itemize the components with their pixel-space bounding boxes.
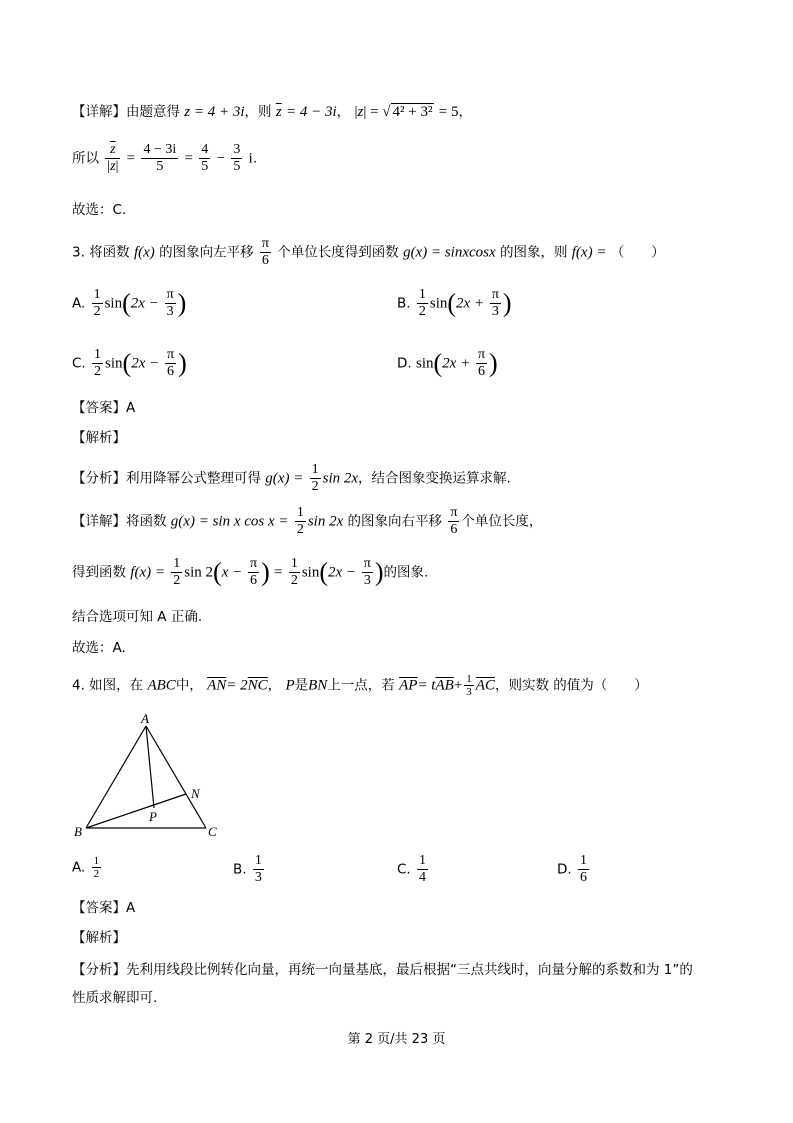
q3-choose: 故选：A. xyxy=(72,640,126,656)
label-b: B xyxy=(74,824,82,839)
math-z: z = 4 + 3i xyxy=(184,104,245,120)
text: 由题意得 xyxy=(126,104,180,120)
page-footer: 第 2 页/共 23 页 xyxy=(347,1032,446,1047)
text: ， xyxy=(458,104,472,120)
math-zbar: $\overline{z}$ xyxy=(275,104,282,120)
math-abs-eq: = 5 xyxy=(438,104,459,120)
text: ，则 xyxy=(244,104,272,120)
math-f: f(x) xyxy=(133,244,155,261)
fraction: $\frac{4}{5}$ xyxy=(201,142,209,174)
label-c: C xyxy=(208,824,217,839)
q4-option-b: B. $\frac{1}{3}$ xyxy=(233,853,262,885)
q4-fenxi-2: 性质求解即可. xyxy=(72,990,158,1006)
fraction: $\frac{3}{5}$ xyxy=(233,142,241,174)
math-f2: f(x) = xyxy=(571,244,607,261)
math-zbar-eq: = 4 − 3i xyxy=(285,104,337,120)
so-line: 所以 $\frac{\overline{z}}{|z|}$ = $\frac{4 - 3i}{5}$ = $\frac{4}{5}$ − $\frac{3}{5}$ i. xyxy=(72,142,258,174)
q3-option-c: C. $\frac{1}{2}$ sin(2x − $\frac{\pi}{6}$ ) xyxy=(72,347,187,379)
q3-option-b: B. $\frac{1}{2}$ sin(2x + $\frac{\pi}{3}$ ) xyxy=(397,287,512,319)
math-g: g(x) = sinxcosx xyxy=(403,244,496,261)
q3-detail-2: 得到函数 f(x) = $\frac{1}{2}$ sin 2(x − $\frac{\pi}{6}$ ) = $\frac{1}{2}$ sin(2x − $\frac{\pi}{3}$ )的图象. xyxy=(72,556,429,588)
choose-c: 故选：C. xyxy=(72,202,127,218)
imag-unit: i xyxy=(248,150,253,167)
q4-answer: 【答案】A xyxy=(72,900,136,916)
q3-fenxi: 【分析】利用降幂公式整理可得 g(x) = $\frac{1}{2}$ sin 2x，结合图象变换运算求解. xyxy=(72,462,511,494)
q3-detail: 【详解】将函数 g(x) = sin x cos x = $\frac{1}{2}$ sin 2x 的图象向右平移 $\frac{\pi}{6}$ 个单位长度， xyxy=(72,505,543,537)
text: 所以 xyxy=(72,150,99,167)
q3-option-d: D. sin(2x + $\frac{\pi}{6}$ ) xyxy=(397,347,498,379)
q3-option-a: A. $\frac{1}{2}$ sin(2x − $\frac{\pi}{3}$ ) xyxy=(72,287,187,319)
label-n: N xyxy=(191,786,200,801)
label-a: A xyxy=(141,711,149,726)
q4-stem: 4. 如图，在 ABC中， $\overline{AN}= 2\overline{NC}$， P是BN上一点，若 $\overline{AP}= t\overline{AB}+$ $\frac{1}{3}$ $\overline{AC}$，则实数 的值为（ ） xyxy=(72,673,648,698)
q3-answer: 【答案】A xyxy=(72,400,136,416)
triangle-figure xyxy=(70,710,230,840)
text: ， xyxy=(336,104,351,120)
detail-line-1 xyxy=(72,102,472,122)
fraction: $\frac{4 - 3i}{5}$ xyxy=(143,142,177,174)
fraction-pi-6: $\frac{\pi}{6}$ xyxy=(261,236,269,268)
detail-tag: 【详解】 xyxy=(72,104,126,120)
math-abs: |z| = √ 4² + 3² xyxy=(354,104,433,120)
q3-combine: 结合选项可知 A 正确. xyxy=(72,609,203,625)
q4-option-d: D. $\frac{1}{6}$ xyxy=(557,853,587,885)
q4-option-c: C. $\frac{1}{4}$ xyxy=(397,853,427,885)
label-p: P xyxy=(149,809,157,824)
q4-option-a: A. $\frac{1}{2}$ xyxy=(72,855,100,880)
q3-analysis: 【解析】 xyxy=(72,430,126,446)
fraction-zbar-over-absz: $\frac{\overline{z}}{|z|}$ xyxy=(107,142,119,174)
q3-stem: 3. 将函数 f(x) 的图象向左平移 $\frac{\pi}{6}$ 个单位长度得到函数 g(x) = sinxcosx 的图象，则 f(x) = （ ） xyxy=(72,236,665,268)
q4-analysis: 【解析】 xyxy=(72,930,126,946)
q4-fenxi-1: 【分析】先利用线段比例转化向量，再统一向量基底，最后根据“三点共线时，向量分解的系数和为 1”的 xyxy=(72,962,693,978)
